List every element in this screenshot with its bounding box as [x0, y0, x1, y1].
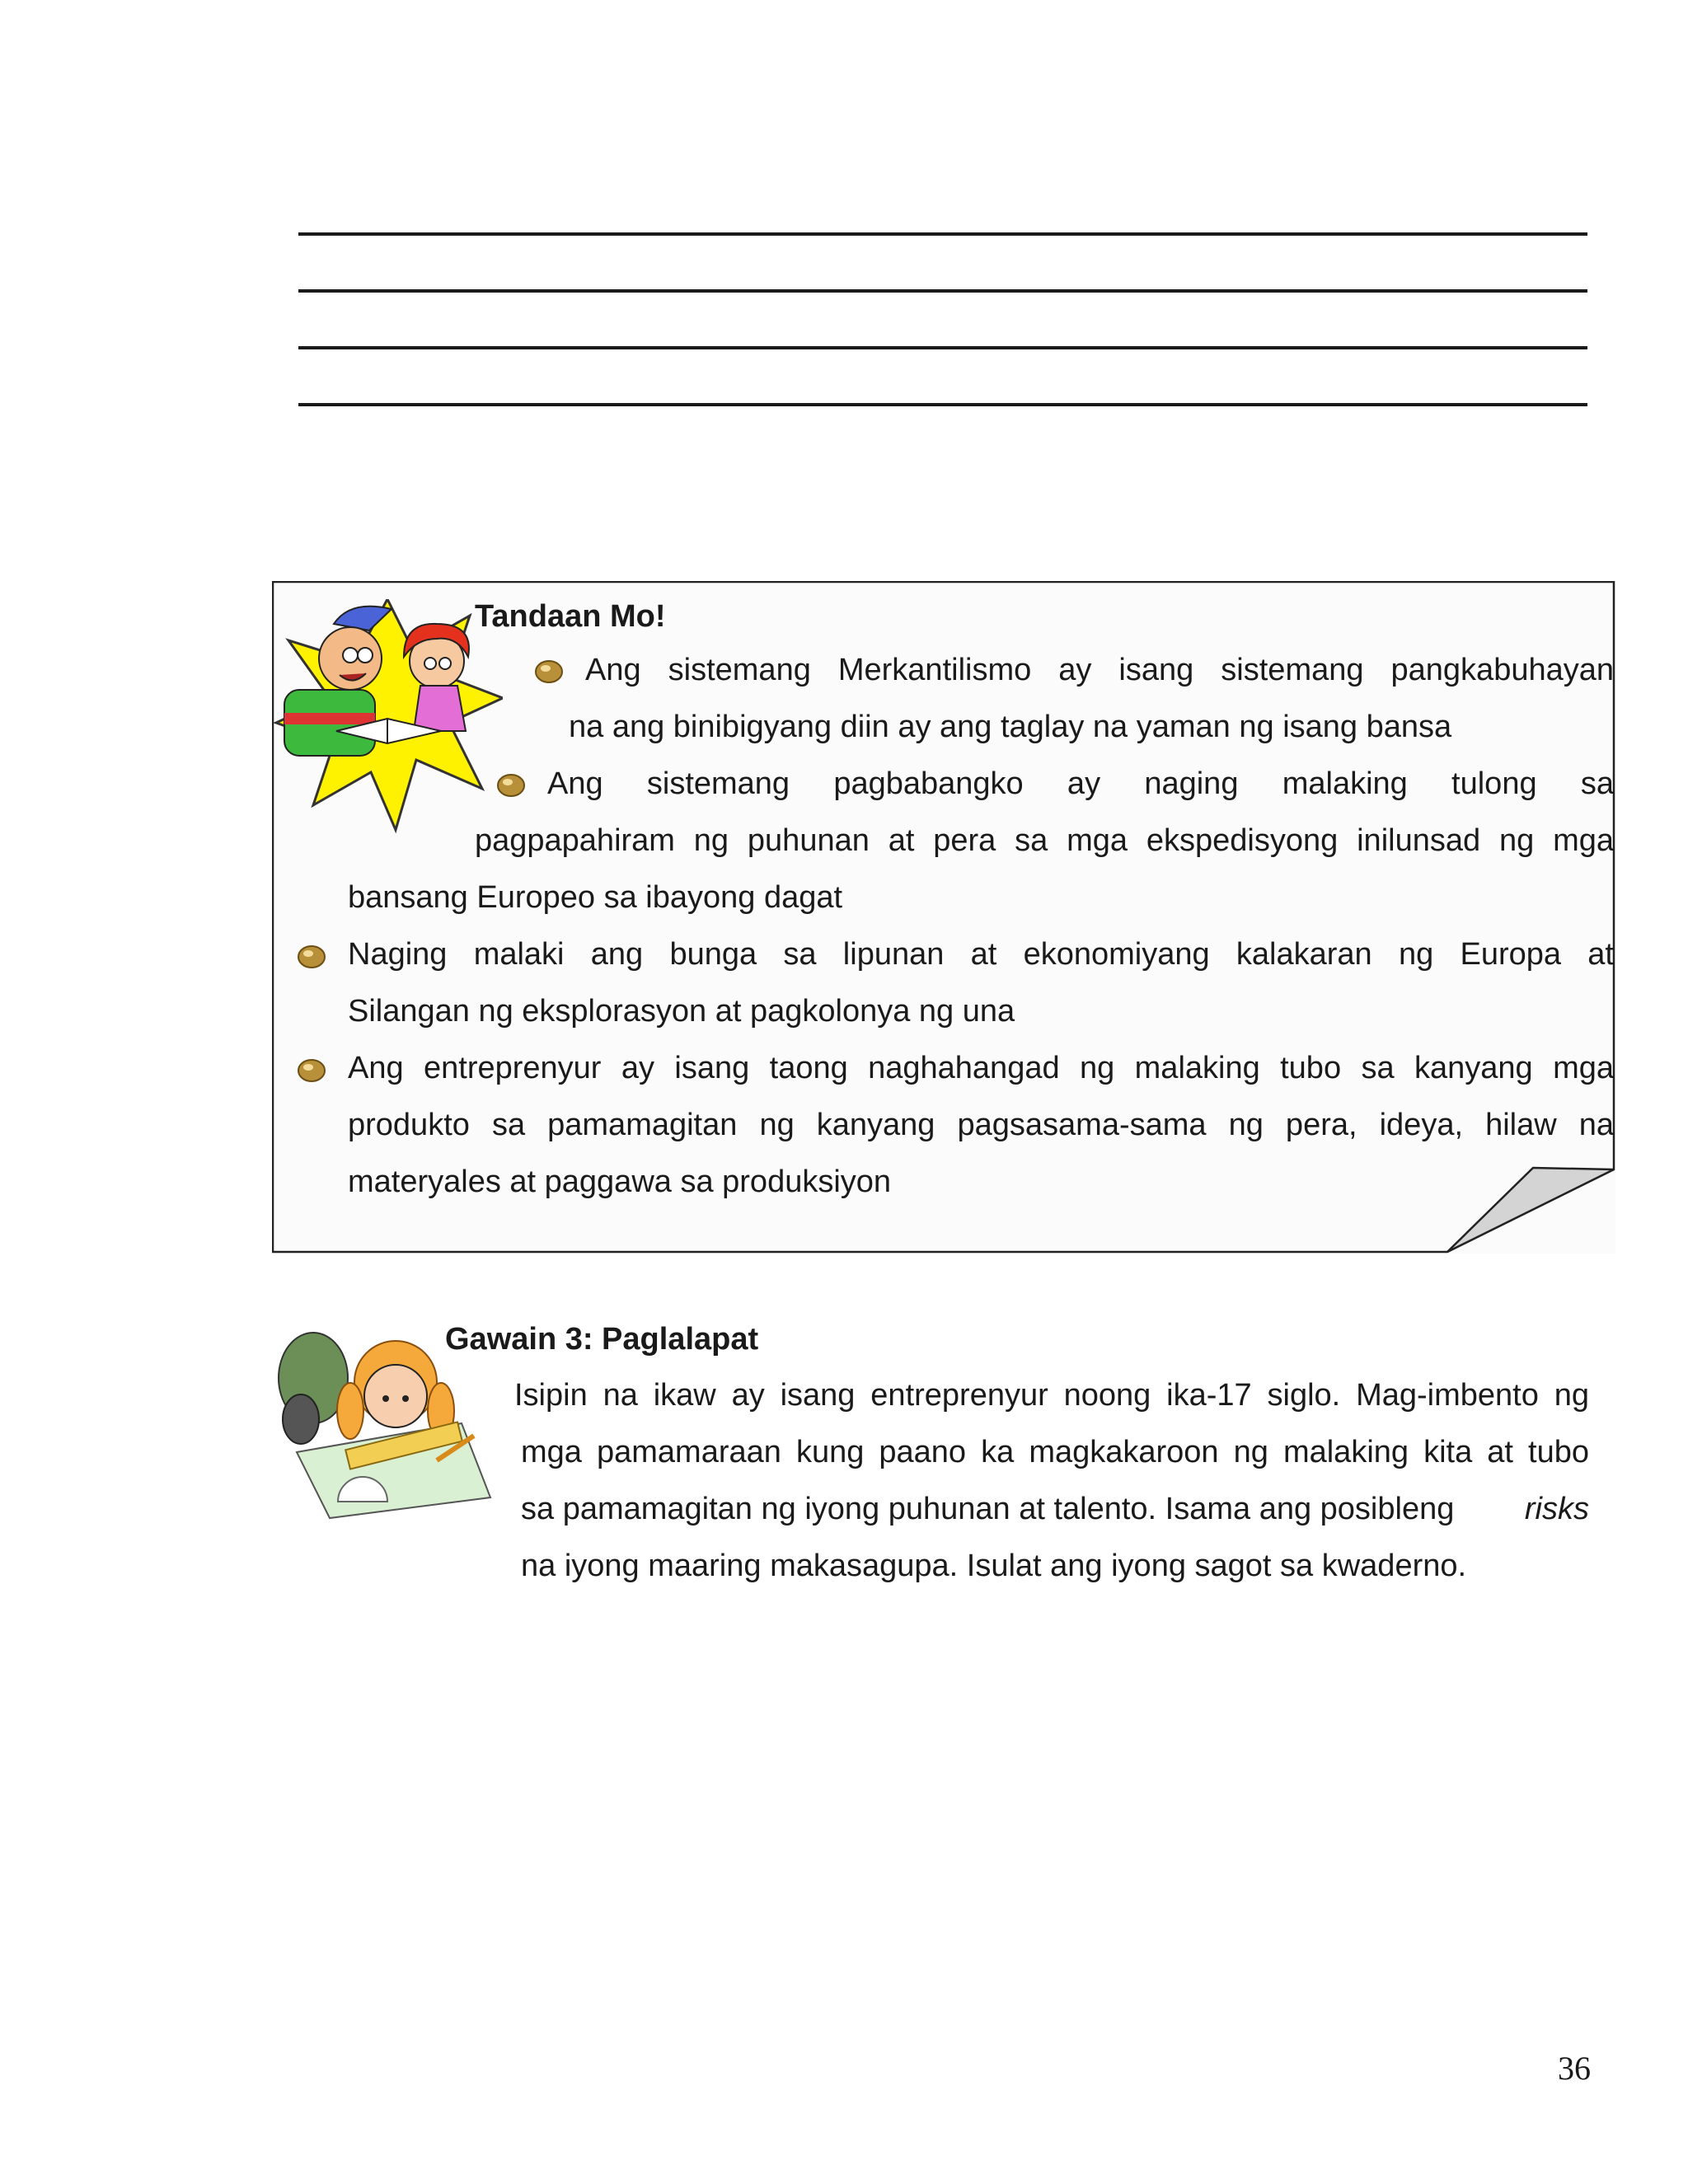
kids-reading-icon [272, 599, 503, 838]
tandaan-mo-box [272, 581, 1615, 1254]
gawain-title: Gawain 3: Paglalapat [445, 1322, 759, 1357]
gawain-line-2: mga pamamaraan kung paano ka magkakaroon ng malaking kita at tubo [521, 1435, 1589, 1469]
gawain-line-3-text: sa pamamagitan ng iyong puhunan at talento. Isama ang posibleng [521, 1492, 1455, 1526]
gawain-line-3 [521, 1490, 1589, 1528]
gawain-line-4: na iyong maaring makasagupa. Isulat ang iyong sagot sa kwaderno. [521, 1549, 1467, 1583]
bullet-coin-icon [534, 659, 564, 684]
tandaan-item-4-line-3: materyales at paggawa sa produksiyon [348, 1165, 892, 1199]
page-number: 36 [1558, 2050, 1591, 2087]
tandaan-item-4-line-1: Ang entreprenyur ay isang taong naghahangad ng malaking tubo sa kanyang mga [348, 1051, 1614, 1085]
gawain-line-1: Isipin na ikaw ay isang entreprenyur noong ika-17 siglo. Mag-imbento ng [514, 1378, 1589, 1413]
tandaan-item-2-line-1: Ang sistemang pagbabangko ay naging malaking tulong sa [547, 766, 1614, 801]
tandaan-item-4-line-2: produkto sa pamamagitan ng kanyang pagsasama-sama ng pera, ideya, hilaw na [348, 1108, 1614, 1142]
tandaan-item-3-line-2: Silangan ng eksplorasyon at pagkolonya ng una [348, 994, 1015, 1029]
tandaan-title: Tandaan Mo! [475, 599, 666, 634]
bullet-coin-icon [297, 944, 326, 969]
bullet-coin-icon [297, 1058, 326, 1083]
tandaan-item-3-line-1: Naging malaki ang bunga sa lipunan at ekonomiyang kalakaran ng Europa at [348, 937, 1614, 972]
tandaan-item-1-line-1: Ang sistemang Merkantilismo ay isang sistemang pangkabuhayan [585, 653, 1614, 687]
tandaan-item-2-line-3: bansang Europeo sa ibayong dagat [348, 880, 843, 915]
answer-line-4 [298, 403, 1587, 406]
gawain-risks-word: risks [1524, 1492, 1589, 1526]
tandaan-item-2-line-2: pagpapahiram ng puhunan at pera sa mga ekspedisyong inilunsad ng mga [475, 823, 1614, 858]
tandaan-item-1-line-2: na ang binibigyang diin ay ang taglay na yaman ng isang bansa [569, 710, 1452, 744]
answer-line-1 [298, 232, 1587, 236]
answer-line-2 [298, 289, 1587, 293]
bullet-coin-icon [496, 773, 526, 798]
answer-line-3 [298, 346, 1587, 349]
